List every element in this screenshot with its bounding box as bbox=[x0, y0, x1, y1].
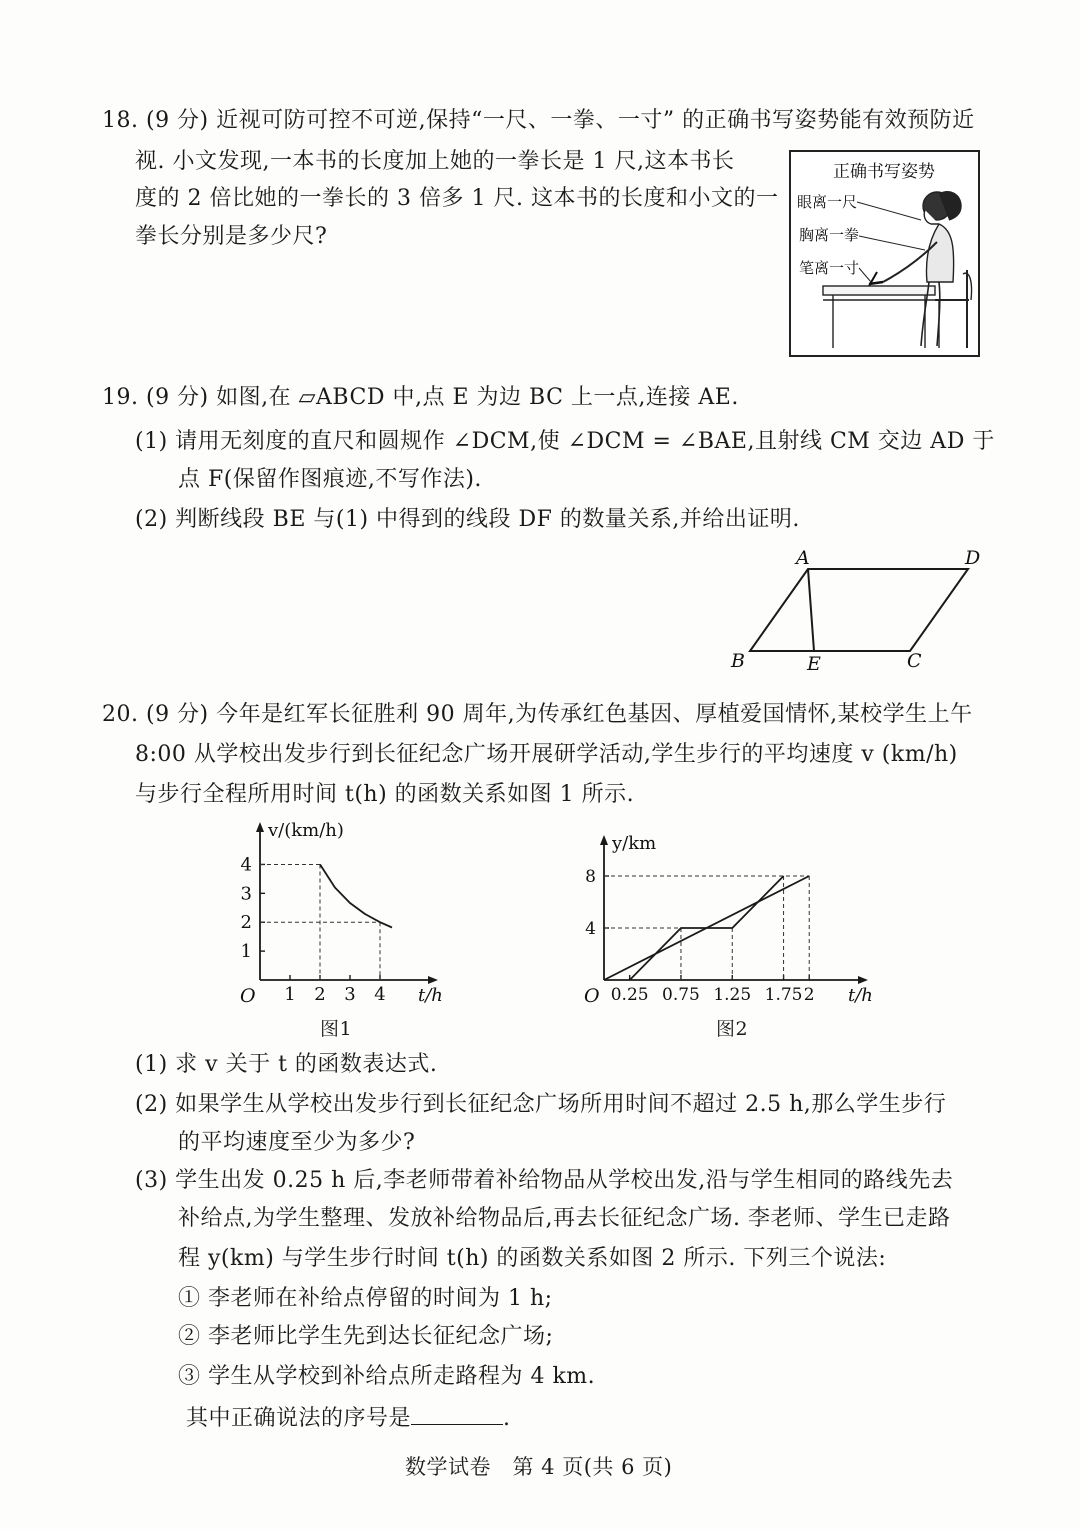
x-axis-arrow bbox=[858, 976, 868, 984]
q19-part-2: (2) 判断线段 BE 与(1) 中得到的线段 DF 的数量关系,并给出证明. bbox=[135, 507, 800, 532]
chart-1-caption: 图1 bbox=[320, 1018, 353, 1040]
q19-line-1: 19. (9 分) 如图,在 ▱ABCD 中,点 E 为边 BC 上一点,连接 AE. bbox=[102, 385, 739, 410]
x-tick-label: 3 bbox=[344, 984, 356, 1005]
y-axis-arrow bbox=[256, 822, 264, 832]
page-footer: 数学试卷 第 4 页(共 6 页) bbox=[405, 1455, 673, 1479]
vertex-label-b: B bbox=[731, 650, 745, 672]
answer-period: . bbox=[503, 1406, 511, 1431]
q19-part-1b: 点 F(保留作图痕迹,不写作法). bbox=[178, 467, 482, 492]
q20-line-1: 20. (9 分) 今年是红军长征胜利 90 周年,为传承红色基因、厚植爱国情怀,某校学生上午 bbox=[102, 702, 973, 727]
q20-statement-2: ② 李老师比学生先到达长征纪念广场; bbox=[178, 1324, 554, 1349]
x-axis-label: t/h bbox=[848, 985, 873, 1006]
origin-label: O bbox=[240, 985, 256, 1007]
x-tick-label: 4 bbox=[374, 984, 386, 1005]
y-tick-label: 4 bbox=[585, 919, 596, 939]
q20-line-3: 与步行全程所用时间 t(h) 的函数关系如图 1 所示. bbox=[135, 782, 635, 807]
q20-statement-1: ① 李老师在补给点停留的时间为 1 h; bbox=[178, 1286, 553, 1311]
q18-line-4: 拳长分别是多少尺? bbox=[135, 224, 328, 249]
chart-figure-2 bbox=[578, 818, 888, 1008]
vertex-label-c: C bbox=[907, 650, 922, 672]
x-tick-label: 1 bbox=[284, 984, 296, 1005]
series-line-2 bbox=[630, 876, 784, 980]
posture-label-chest: 胸离一拳 bbox=[799, 226, 860, 244]
parallelogram-figure bbox=[725, 545, 995, 673]
posture-label-eye: 眼离一尺 bbox=[797, 193, 858, 211]
q20-part-3a: (3) 学生出发 0.25 h 后,李老师带着补给物品从学校出发,沿与学生相同的路线先去 bbox=[135, 1168, 954, 1193]
q20-part-2a: (2) 如果学生从学校出发步行到长征纪念广场所用时间不超过 2.5 h,那么学生步行 bbox=[135, 1092, 947, 1117]
writing-posture-figure bbox=[789, 150, 980, 357]
posture-label-pen: 笔离一寸 bbox=[799, 259, 860, 277]
q20-part-2b: 的平均速度至少为多少? bbox=[178, 1130, 416, 1155]
y-tick-label: 3 bbox=[240, 883, 252, 905]
q20-line-2: 8:00 从学校出发步行到长征纪念广场开展研学活动,学生步行的平均速度 v (km/h) bbox=[135, 742, 958, 767]
q20-statement-3: ③ 学生从学校到补给点所走路程为 4 km. bbox=[178, 1364, 596, 1389]
y-axis-label: v/(km/h) bbox=[268, 820, 344, 841]
y-tick-label: 1 bbox=[240, 941, 252, 963]
x-tick-label: 1.75 bbox=[764, 985, 803, 1005]
y-axis-label: y/km bbox=[612, 833, 657, 854]
q19-part-1a: (1) 请用无刻度的直尺和圆规作 ∠DCM,使 ∠DCM = ∠BAE,且射线 CM 交边 AD 于 bbox=[135, 429, 995, 454]
q20-answer-line bbox=[186, 1402, 511, 1434]
q18-line-1: 18. (9 分) 近视可防可控不可逆,保持“一尺、一拳、一寸” 的正确书写姿势能有效预防近 bbox=[102, 108, 975, 133]
x-tick-label: 0.25 bbox=[610, 985, 649, 1005]
x-tick-label: 2 bbox=[803, 985, 815, 1005]
q20-part-1: (1) 求 v 关于 t 的函数表达式. bbox=[135, 1052, 438, 1077]
y-axis-arrow bbox=[600, 835, 608, 845]
origin-label: O bbox=[584, 985, 600, 1007]
x-axis-arrow bbox=[428, 976, 438, 984]
chart-2-caption: 图2 bbox=[716, 1018, 749, 1040]
y-tick-label: 2 bbox=[240, 912, 252, 934]
x-tick-label: 0.75 bbox=[662, 985, 700, 1005]
x-tick-label: 2 bbox=[314, 984, 326, 1005]
vertex-label-e: E bbox=[807, 653, 821, 675]
x-axis-label: t/h bbox=[418, 985, 443, 1006]
chart-figure-1 bbox=[230, 818, 443, 1008]
x-tick-label: 1.25 bbox=[713, 985, 752, 1005]
vertex-label-d: D bbox=[965, 547, 981, 569]
y-tick-label: 8 bbox=[585, 867, 596, 887]
q20-part-3c: 程 y(km) 与学生步行时间 t(h) 的函数关系如图 2 所示. 下列三个说法: bbox=[178, 1246, 887, 1271]
q18-line-2: 视. 小文发现,一本书的长度加上她的一拳长是 1 尺,这本书长 bbox=[135, 149, 735, 174]
q18-line-3: 度的 2 倍比她的一拳长的 3 倍多 1 尺. 这本书的长度和小文的一 bbox=[135, 186, 779, 211]
series-line-1 bbox=[320, 864, 392, 927]
answer-blank[interactable] bbox=[411, 1402, 503, 1425]
q20-part-3b: 补给点,为学生整理、发放补给物品后,再去长征纪念广场. 李老师、学生已走路 bbox=[178, 1206, 951, 1231]
vertex-label-a: A bbox=[796, 547, 810, 569]
answer-prompt: 其中正确说法的序号是 bbox=[186, 1406, 412, 1431]
y-tick-label: 4 bbox=[240, 854, 252, 876]
posture-title: 正确书写姿势 bbox=[833, 162, 935, 182]
